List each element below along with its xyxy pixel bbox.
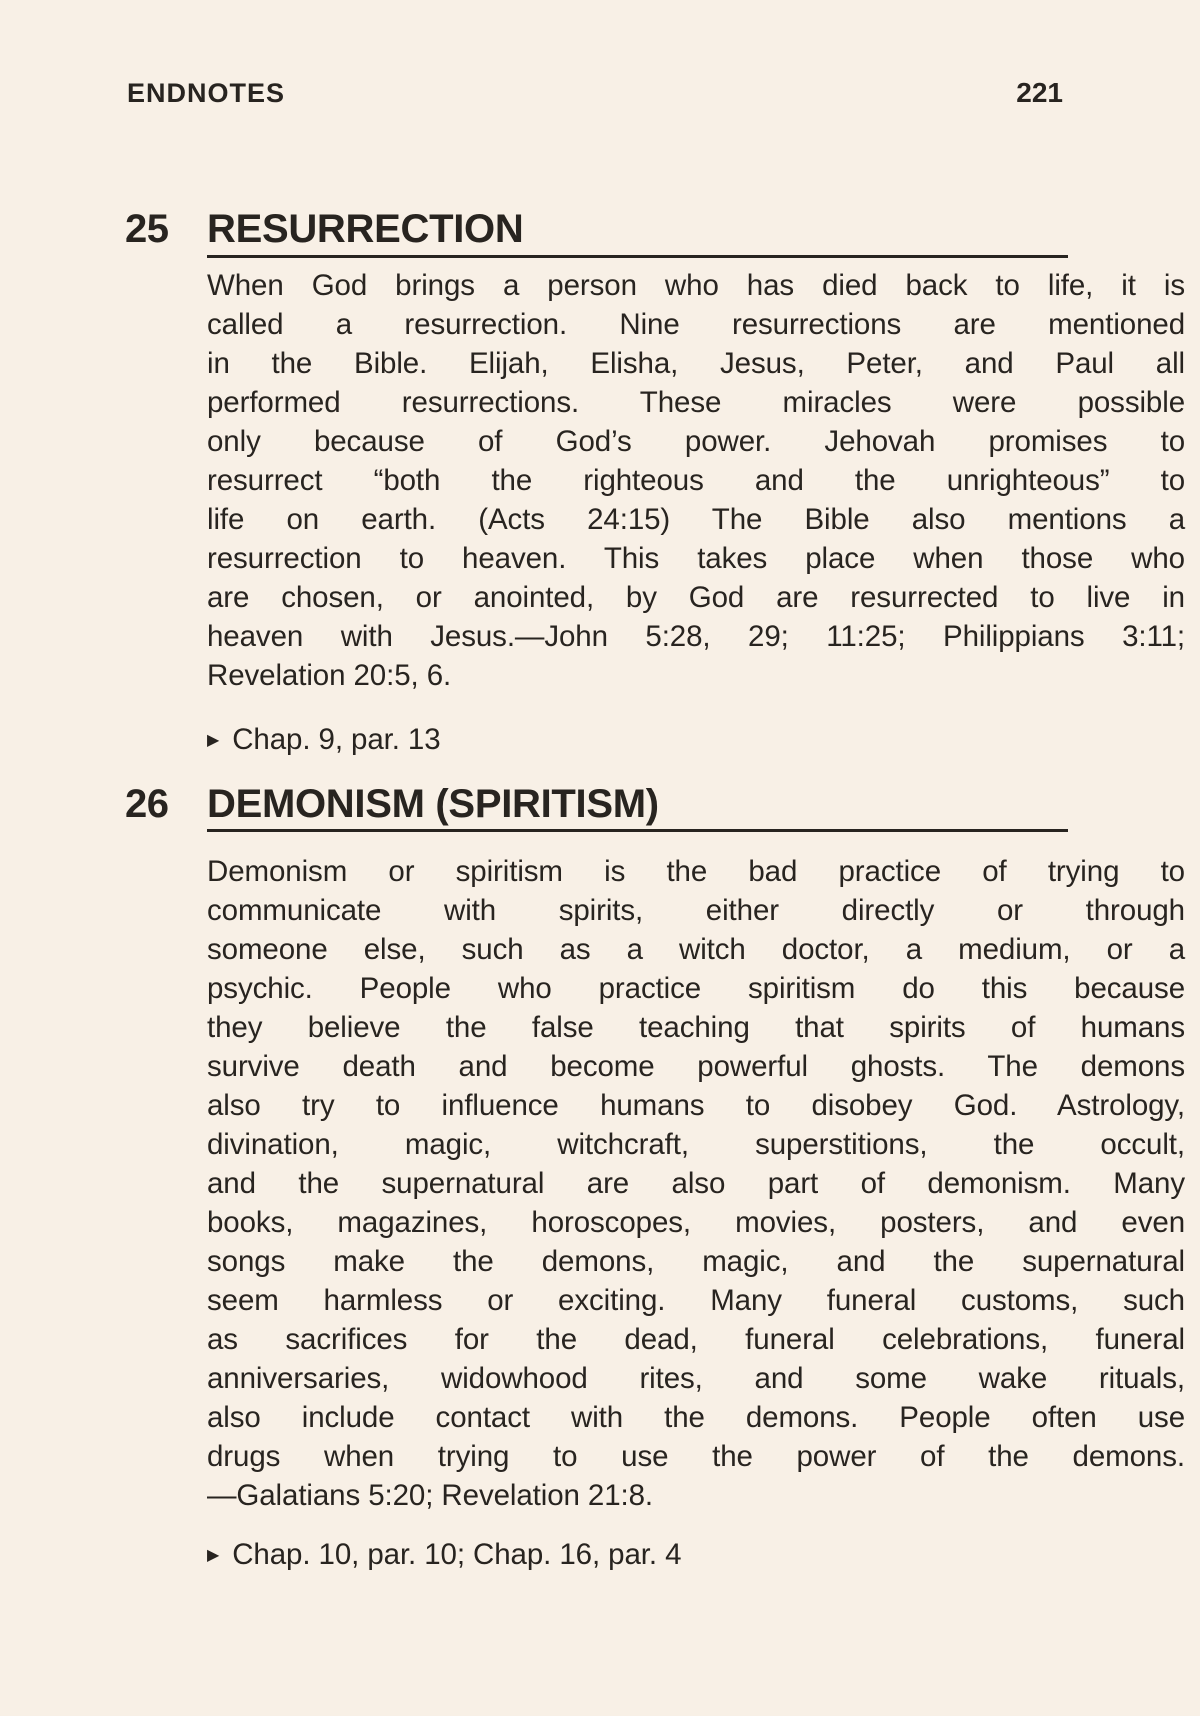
paragraph-line: also try to influence humans to disobey God. Astrology, <box>207 1089 1185 1122</box>
paragraph-line: they believe the false teaching that spirits of humans <box>207 1011 1185 1044</box>
paragraph-line: Revelation 20:5, 6. <box>207 659 452 692</box>
paragraph-line: anniversaries, widowhood rites, and some wake rituals, <box>207 1362 1185 1395</box>
section-title-rule-25 <box>207 255 1068 258</box>
section-number-25: 25 <box>125 207 169 251</box>
paragraph-line: also include contact with the demons. People often use <box>207 1401 1185 1434</box>
paragraph-line: communicate with spirits, either directly or through <box>207 894 1185 927</box>
section-title-25: RESURRECTION <box>207 207 524 251</box>
section-title-26: DEMONISM (SPIRITISM) <box>207 782 659 826</box>
paragraph-line: —Galatians 5:20; Revelation 21:8. <box>207 1479 654 1512</box>
paragraph-line: as sacrifices for the dead, funeral celebrations, funeral <box>207 1323 1185 1356</box>
paragraph-line: When God brings a person who has died back to life, it is <box>207 269 1185 302</box>
triangle-bullet-icon: ▶ <box>207 1547 220 1564</box>
paragraph-line: heaven with Jesus.—John 5:28, 29; 11:25; Philippians 3:11; <box>207 620 1185 653</box>
paragraph-line: seem harmless or exciting. Many funeral customs, such <box>207 1284 1185 1317</box>
paragraph-line: someone else, such as a witch doctor, a medium, or a <box>207 933 1185 966</box>
paragraph-line: called a resurrection. Nine resurrections are mentioned <box>207 308 1185 341</box>
chapter-reference-text: Chap. 10, par. 10; Chap. 16, par. 4 <box>232 1538 682 1571</box>
paragraph-line: Demonism or spiritism is the bad practice of trying to <box>207 855 1185 888</box>
paragraph-line: and the supernatural are also part of demonism. Many <box>207 1167 1185 1200</box>
paragraph-line: drugs when trying to use the power of the demons. <box>207 1440 1185 1473</box>
paragraph-line: survive death and become powerful ghosts. The demons <box>207 1050 1185 1083</box>
chapter-reference-25[interactable] <box>207 720 441 764</box>
section-paragraph-26 <box>207 852 1185 1515</box>
page-number: 221 <box>1016 77 1063 108</box>
paragraph-line: divination, magic, witchcraft, superstitions, the occult, <box>207 1128 1185 1161</box>
paragraph-line: resurrection to heaven. This takes place when those who <box>207 542 1185 575</box>
page-header <box>127 78 1063 108</box>
paragraph-line: in the Bible. Elijah, Elisha, Jesus, Peter, and Paul all <box>207 347 1185 380</box>
chapter-reference-text: Chap. 9, par. 13 <box>232 723 441 756</box>
paragraph-line: songs make the demons, magic, and the supernatural <box>207 1245 1185 1278</box>
running-header-title: ENDNOTES <box>127 78 286 108</box>
paragraph-line: resurrect “both the righteous and the unrighteous” to <box>207 464 1185 497</box>
paragraph-line: only because of God’s power. Jehovah promises to <box>207 425 1185 458</box>
paragraph-line: life on earth. (Acts 24:15) The Bible also mentions a <box>207 503 1185 536</box>
section-title-rule-26 <box>207 829 1068 832</box>
triangle-bullet-icon: ▶ <box>207 732 220 749</box>
chapter-reference-26[interactable] <box>207 1535 681 1579</box>
paragraph-line: books, magazines, horoscopes, movies, posters, and even <box>207 1206 1185 1239</box>
section-number-26: 26 <box>125 782 169 826</box>
paragraph-line: are chosen, or anointed, by God are resurrected to live in <box>207 581 1185 614</box>
paragraph-line: performed resurrections. These miracles were possible <box>207 386 1185 419</box>
section-paragraph-25 <box>207 266 1185 695</box>
paragraph-line: psychic. People who practice spiritism do this because <box>207 972 1185 1005</box>
